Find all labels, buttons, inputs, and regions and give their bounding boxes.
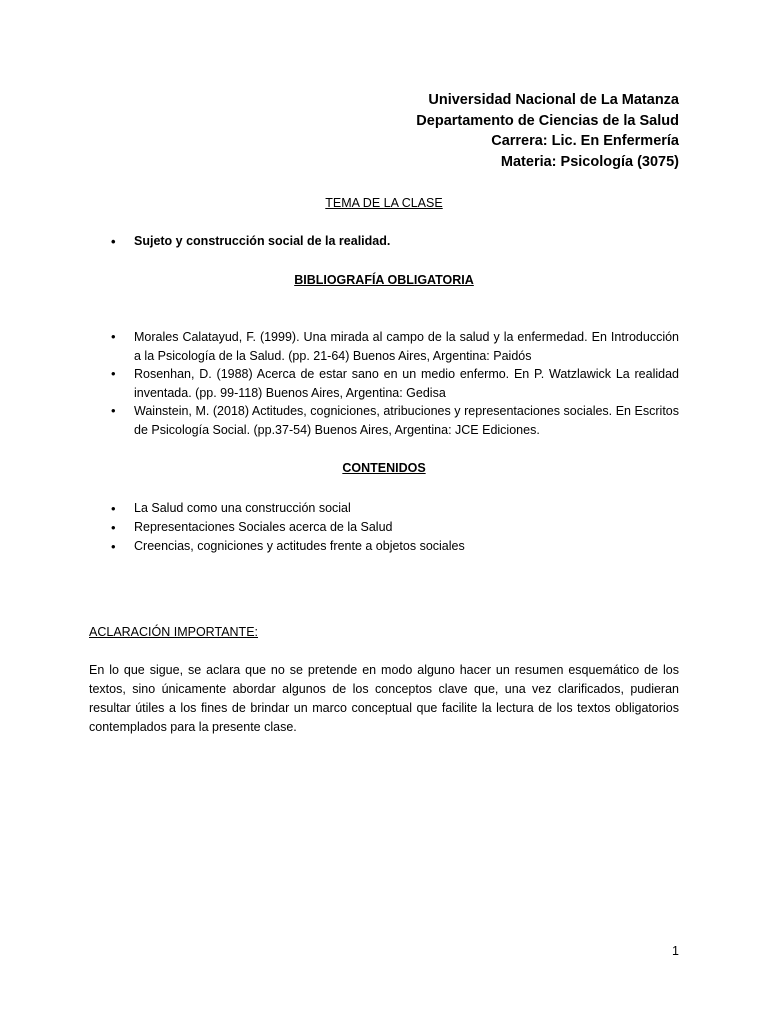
- list-item: [89, 234, 679, 248]
- aclaracion-paragraph: En lo que sigue, se aclara que no se pretende en modo alguno hacer un resumen esquemático de los textos, sino únicamente abordar algunos de los conceptos clave que, una vez clarificados, pudieran resultar útiles a los fines de brindar un marco conceptual que facilite la lectura de los textos obligatorios contemplados para la presente clase.: [89, 663, 679, 734]
- department-name: Departamento de Ciencias de la Salud: [416, 112, 679, 129]
- list-item: [89, 328, 679, 365]
- university-name: Universidad Nacional de La Matanza: [428, 92, 679, 108]
- document-header: [416, 90, 679, 172]
- bullet-icon: •: [111, 329, 116, 344]
- contenidos-item-text: La Salud como una construcción social: [134, 501, 351, 515]
- list-item: [89, 518, 679, 537]
- contenidos-title: CONTENIDOS: [342, 461, 426, 475]
- tema-item-text: Sujeto y construcción social de la realidad.: [134, 234, 391, 248]
- bullet-icon: •: [111, 539, 116, 554]
- list-item: [89, 402, 679, 439]
- aclaracion-title: ACLARACIÓN IMPORTANTE:: [89, 625, 259, 639]
- bullet-icon: •: [111, 520, 116, 535]
- list-item: [89, 365, 679, 402]
- tema-title: TEMA DE LA CLASE: [325, 196, 443, 210]
- bibliografia-item-text: Rosenhan, D. (1988) Acerca de estar sano en un medio enfermo. En P. Watzlawick La realidad inventada. (pp. 99-118) Buenos Aires, Argentina: Gedisa: [134, 367, 679, 400]
- bibliografia-item-text: Wainstein, M. (2018) Actitudes, cogniciones, atribuciones y representaciones sociales. En Escritos de Psicología Social. (pp.37-54) Buenos Aires, Argentina: JCE Ediciones.: [134, 404, 679, 437]
- bullet-icon: •: [111, 366, 116, 381]
- list-item: [89, 499, 679, 518]
- contenidos-item-text: Creencias, cogniciones y actitudes frente a objetos sociales: [134, 539, 465, 553]
- contenidos-list: [89, 499, 679, 556]
- list-item: [89, 537, 679, 556]
- bibliografia-list: [89, 328, 679, 439]
- bullet-icon: •: [111, 501, 116, 516]
- bibliografia-item-text: Morales Calatayud, F. (1999). Una mirada al campo de la salud y la enfermedad. En Introducción a la Psicología de la Salud. (pp. 21-64) Buenos Aires, Argentina: Paidós: [134, 330, 679, 363]
- page-number: 1: [672, 944, 679, 958]
- tema-list: [89, 234, 679, 248]
- bibliografia-title: BIBLIOGRAFÍA OBLIGATORIA: [294, 273, 474, 287]
- subject-name: Materia: Psicología (3075): [500, 153, 679, 170]
- bullet-icon: •: [111, 234, 116, 249]
- contenidos-item-text: Representaciones Sociales acerca de la Salud: [134, 520, 393, 534]
- bullet-icon: •: [111, 403, 116, 418]
- career-name: Carrera: Lic. En Enfermería: [491, 133, 679, 149]
